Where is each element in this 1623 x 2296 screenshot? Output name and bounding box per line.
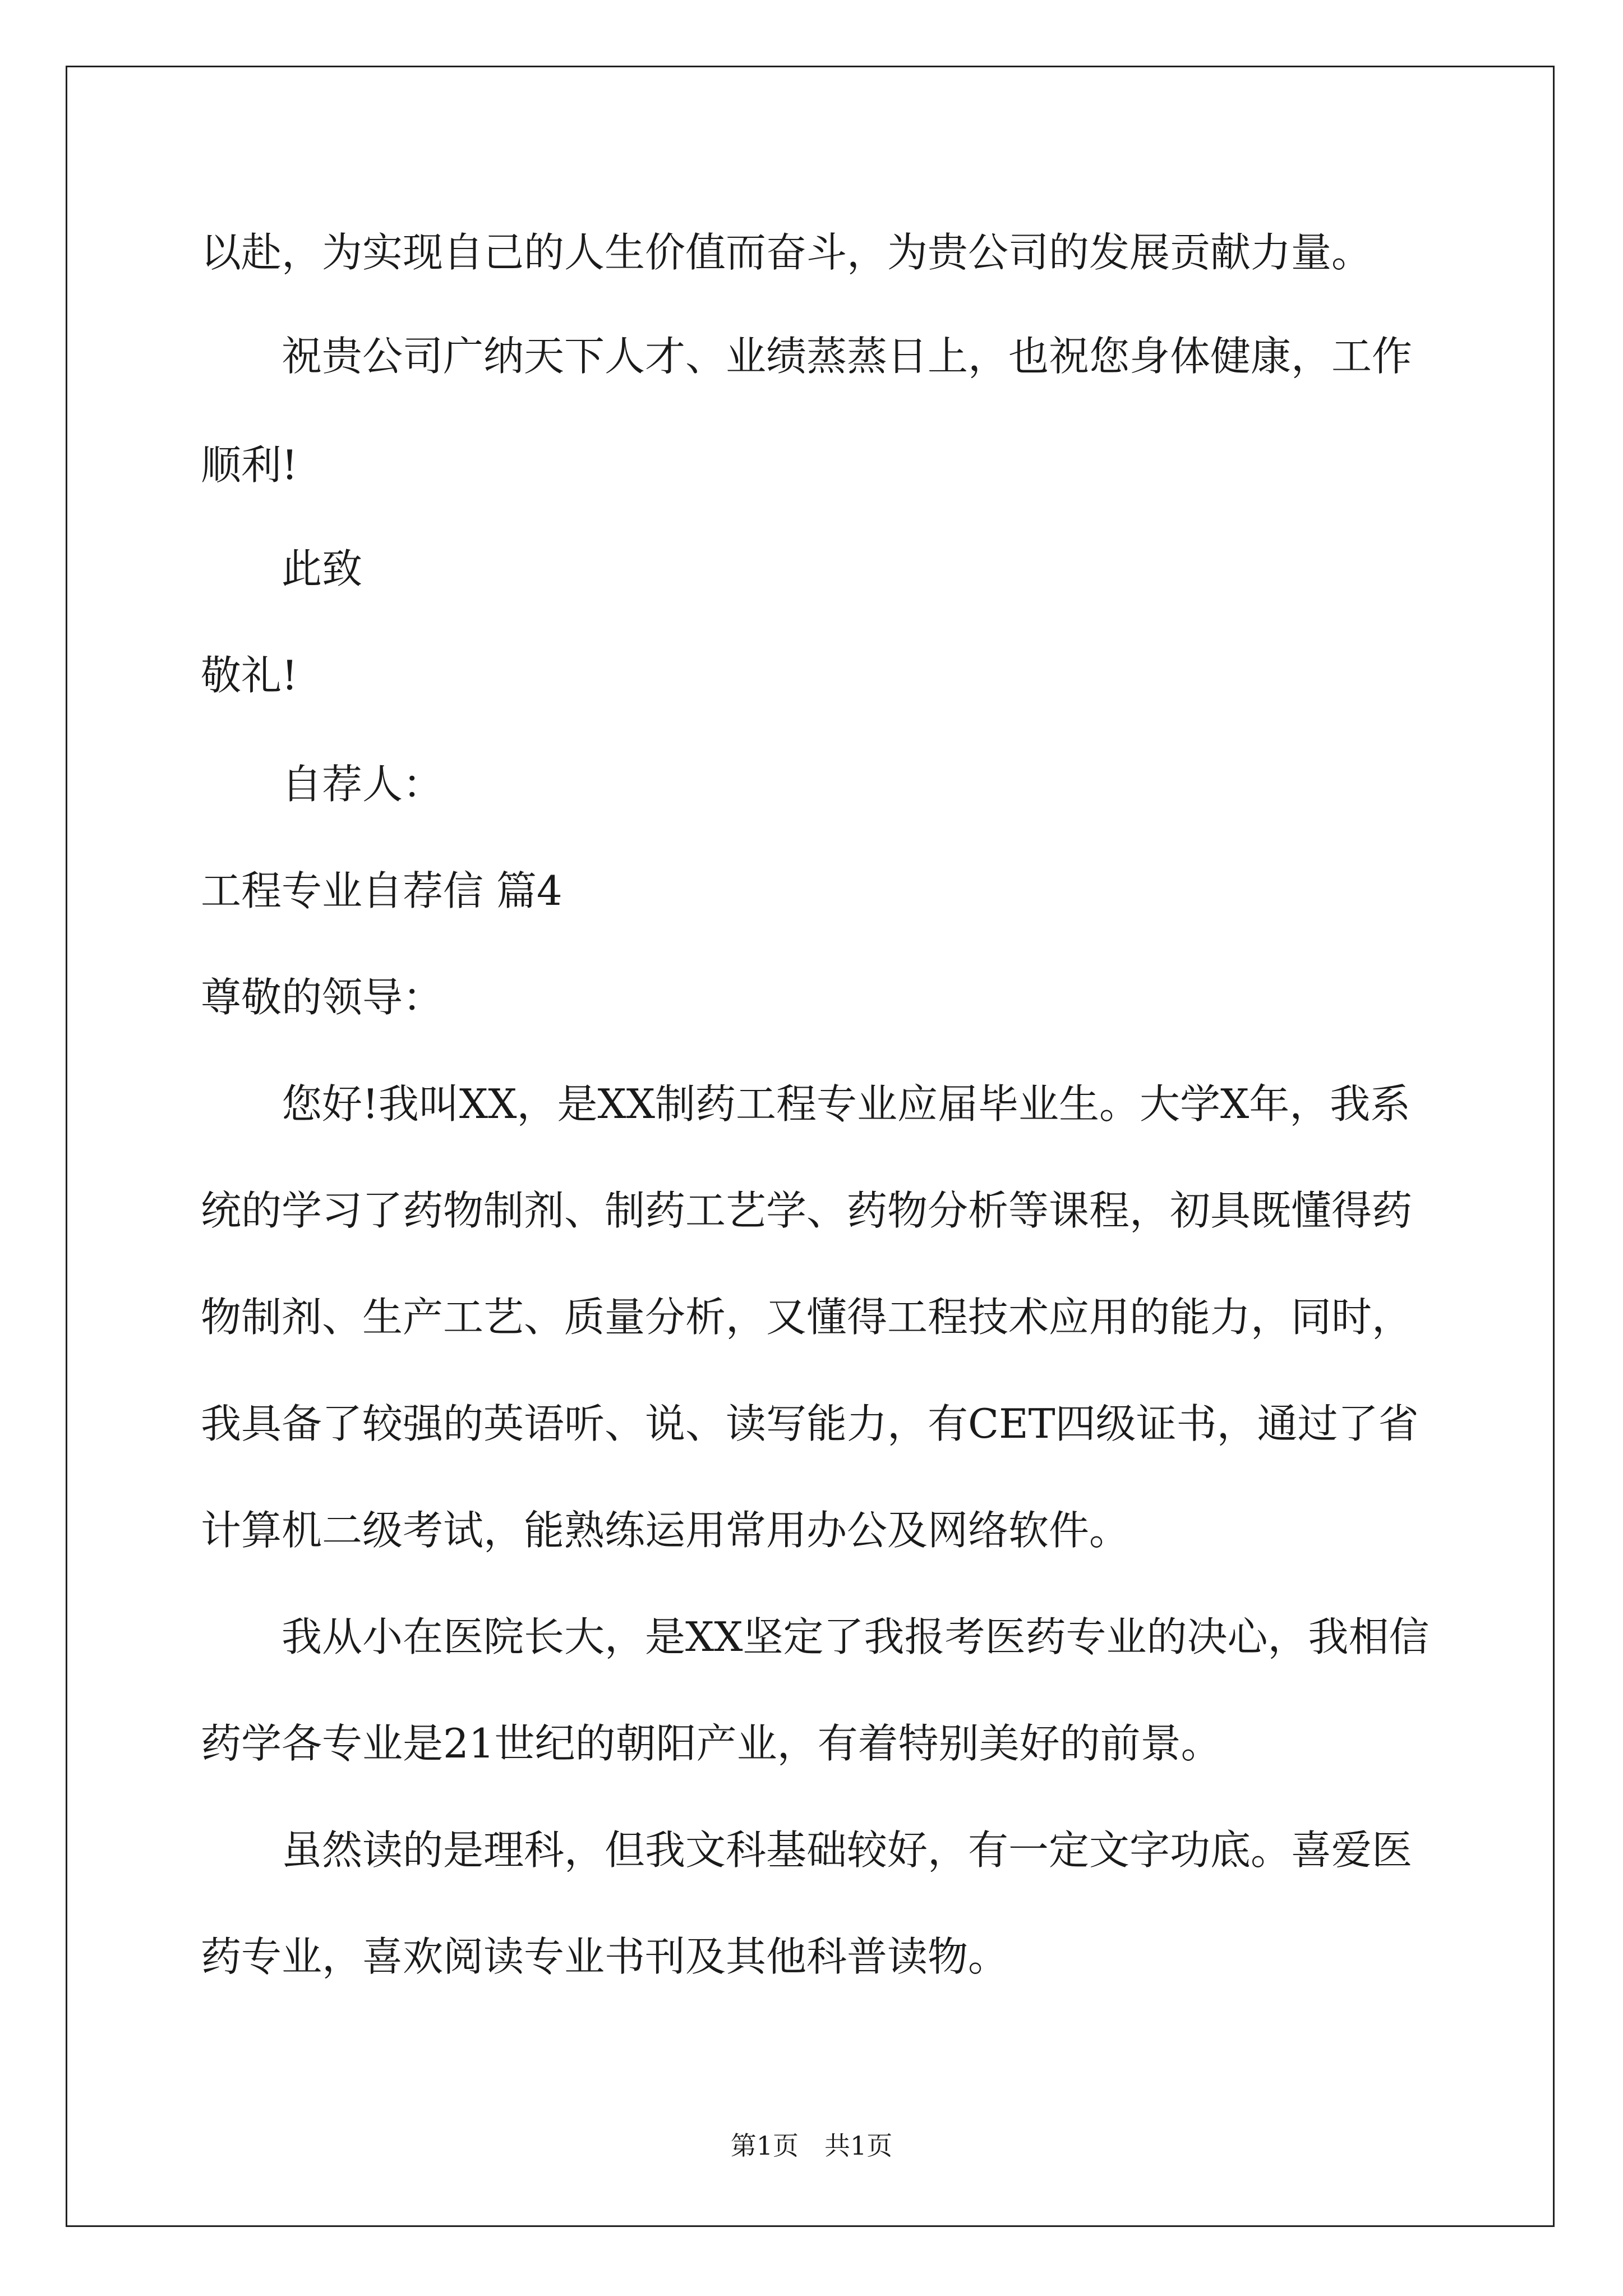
text-line: 您好!我叫XX，是XX制药工程专业应届毕业生。大学X年，我系 [282, 1080, 1411, 1128]
page-frame [66, 66, 1555, 2227]
text-line: 统的学习了药物制剂、制药工艺学、药物分析等课程，初具既懂得药 [201, 1187, 1413, 1234]
text-line: 我具备了较强的英语听、说、读写能力，有CET四级证书，通过了省 [201, 1400, 1419, 1447]
text-line: 药专业，喜欢阅读专业书刊及其他科普读物。 [201, 1933, 1009, 1980]
text-line: 我从小在医院长大，是XX坚定了我报考医药专业的决心，我相信 [282, 1613, 1430, 1660]
greeting: 尊敬的领导： [201, 974, 444, 1021]
text-line: 顺利! [201, 441, 298, 489]
text-line: 物制剂、生产工艺、质量分析，又懂得工程技术应用的能力，同时， [201, 1294, 1413, 1341]
text-line: 祝贵公司广纳天下人才、业绩蒸蒸日上，也祝您身体健康，工作 [282, 333, 1413, 380]
closing-regards: 敬礼! [201, 652, 298, 699]
signature-label: 自荐人： [282, 761, 444, 808]
closing-salutation: 此致 [282, 545, 363, 592]
page-number: 第1页 共1页 [730, 2131, 893, 2161]
section-title: 工程专业自荐信 篇4 [201, 867, 562, 914]
text-line: 药学各专业是21世纪的朝阳产业，有着特别美好的前景。 [201, 1720, 1221, 1767]
text-line: 计算机二级考试，能熟练运用常用办公及网络软件。 [201, 1507, 1130, 1554]
text-line: 以赴，为实现自己的人生价值而奋斗，为贵公司的发展贡献力量。 [201, 229, 1372, 276]
text-line: 虽然读的是理科，但我文科基础较好，有一定文字功底。喜爱医 [282, 1826, 1413, 1874]
